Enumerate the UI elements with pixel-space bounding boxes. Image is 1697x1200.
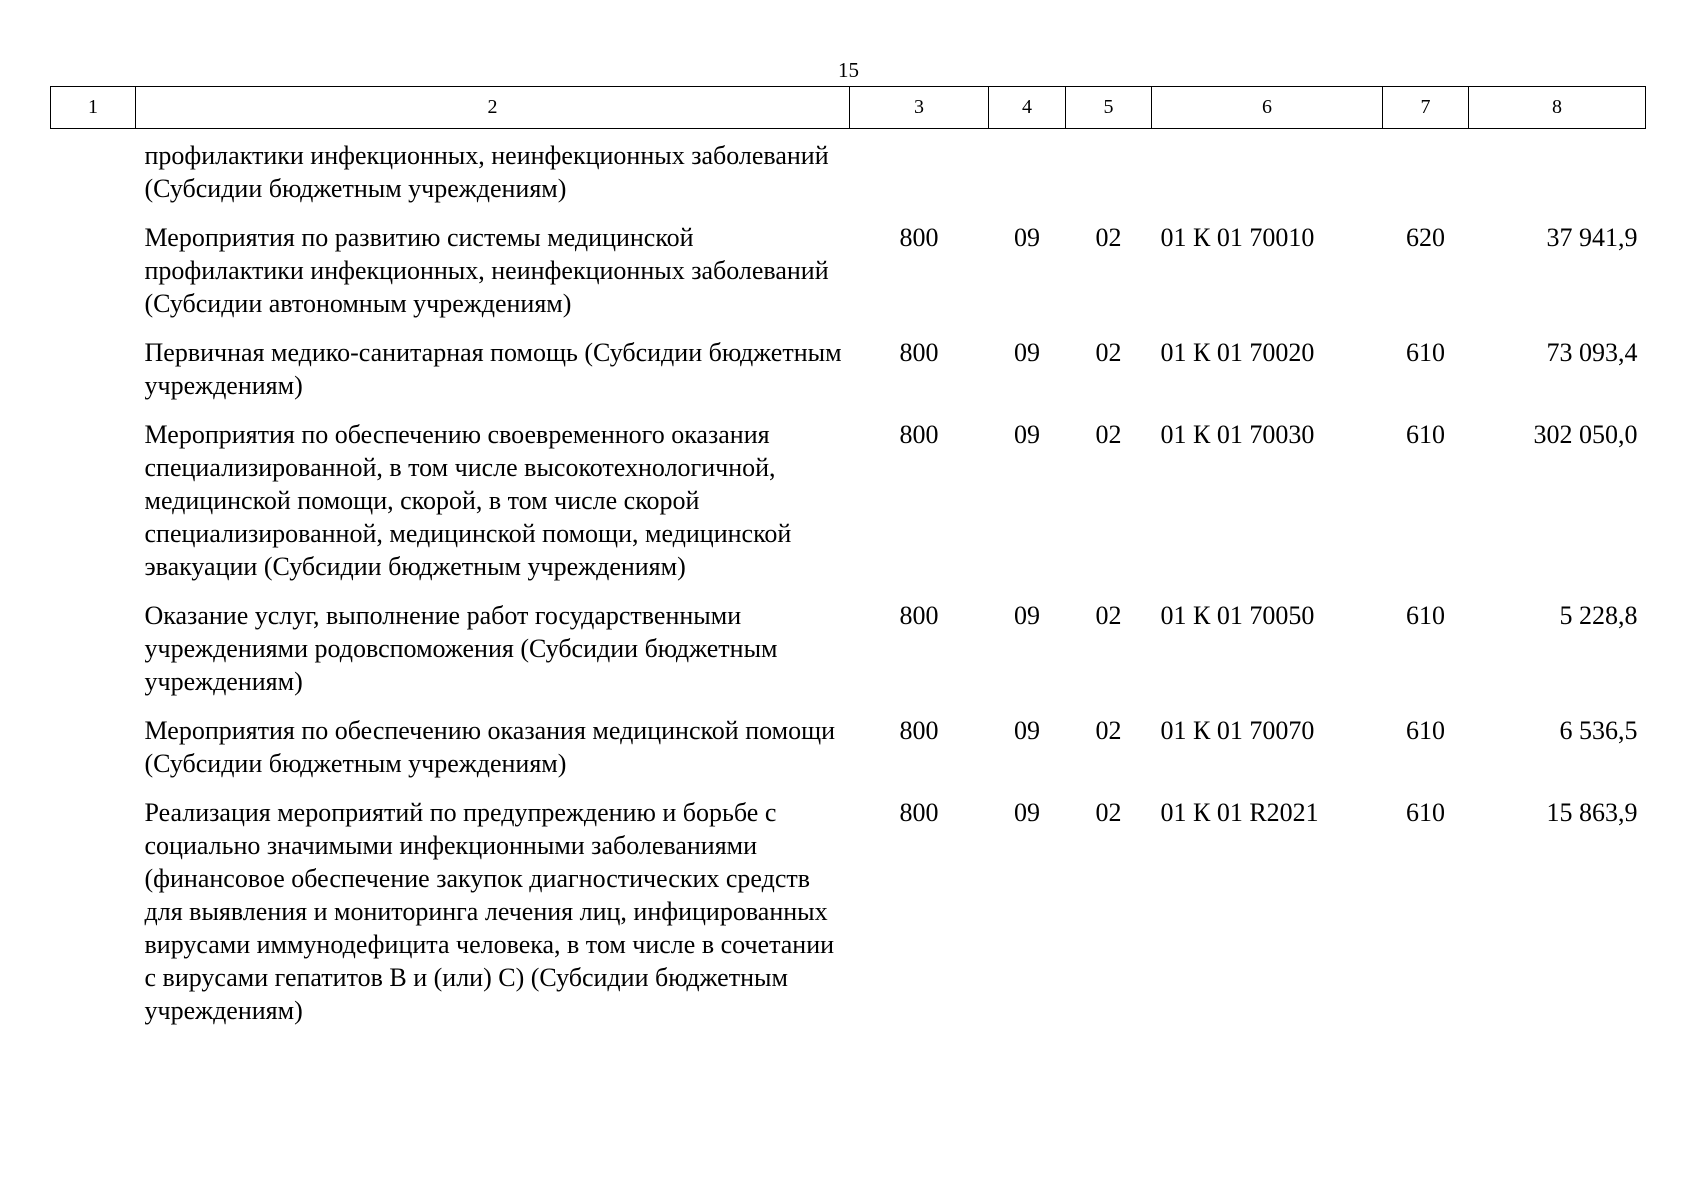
expense-name: Оказание услуг, выполнение работ государственными учреждениями родовспоможения (Субсидии бюджетным учреждениям) <box>144 601 778 696</box>
amount: 73 093,4 <box>1546 338 1638 367</box>
expense-type-code: 610 <box>1406 798 1445 827</box>
amount: 302 050,0 <box>1533 420 1638 449</box>
row-number-cell <box>51 336 136 418</box>
target-article-code: 01 К 01 70030 <box>1160 420 1315 449</box>
header-row <box>51 87 1646 129</box>
section-code: 09 <box>1014 798 1040 827</box>
table-header <box>51 87 1646 129</box>
ministry-code: 800 <box>899 716 939 745</box>
subsection-code: 02 <box>1095 223 1122 252</box>
expense-name: Мероприятия по развитию системы медицинской профилактики инфекционных, неинфекционных заболеваний (Субсидии автономным учреждениям) <box>144 223 829 318</box>
expense-name: профилактики инфекционных, неинфекционных заболеваний (Субсидии бюджетным учреждениям) <box>144 141 829 203</box>
budget-table <box>50 86 1646 1043</box>
section-code <box>989 129 1066 222</box>
expense-type-code <box>1383 129 1469 222</box>
section-code: 09 <box>1014 601 1040 630</box>
expense-name: Реализация мероприятий по предупреждению и борьбе с социально значимыми инфекционными заболеваниями (финансовое обеспечение закупок диагностических средств для выявления и мониторинга лечения лиц, инфицированных вирусами иммунодефицита человека, в том числе в сочетании с вирусами гепатитов B и (или) C) (Субсидии бюджетным учреждениям) <box>144 798 835 1025</box>
expense-name: Мероприятия по обеспечению оказания медицинской помощи (Субсидии бюджетным учреждениям) <box>144 716 836 778</box>
column-header-5: 5 <box>1066 87 1152 129</box>
section-code: 09 <box>1014 223 1040 252</box>
target-article-code: 01 К 01 70070 <box>1160 716 1315 745</box>
subsection-code: 02 <box>1095 716 1122 745</box>
subsection-code: 02 <box>1095 338 1122 367</box>
ministry-code <box>850 129 989 222</box>
table-row <box>51 129 1646 222</box>
column-header-7: 7 <box>1383 87 1469 129</box>
column-header-1: 1 <box>51 87 136 129</box>
amount <box>1469 129 1646 222</box>
table-row <box>51 221 1646 336</box>
target-article-code: 01 К 01 70050 <box>1160 601 1315 630</box>
ministry-code: 800 <box>899 223 939 252</box>
expense-type-code: 610 <box>1406 601 1445 630</box>
amount: 6 536,5 <box>1559 716 1638 745</box>
table-row <box>51 796 1646 1043</box>
row-number-cell <box>51 221 136 336</box>
table-body <box>51 129 1646 1044</box>
column-header-8: 8 <box>1469 87 1646 129</box>
target-article-code: 01 К 01 70010 <box>1160 223 1315 252</box>
row-number-cell <box>51 129 136 222</box>
column-header-4: 4 <box>989 87 1066 129</box>
expense-type-code: 610 <box>1406 716 1445 745</box>
ministry-code: 800 <box>899 798 939 827</box>
target-article-code: 01 К 01 R2021 <box>1160 798 1319 827</box>
expense-type-code: 610 <box>1406 420 1445 449</box>
amount: 37 941,9 <box>1546 223 1638 252</box>
ministry-code: 800 <box>899 338 939 367</box>
table-row <box>51 418 1646 599</box>
page-number: 15 <box>838 58 859 82</box>
expense-name: Первичная медико-санитарная помощь (Субсидии бюджетным учреждениям) <box>144 338 842 400</box>
table-row <box>51 714 1646 796</box>
subsection-code: 02 <box>1095 420 1122 449</box>
target-article-code <box>1152 129 1383 222</box>
section-code: 09 <box>1014 338 1040 367</box>
section-code: 09 <box>1014 716 1040 745</box>
row-number-cell <box>51 599 136 714</box>
ministry-code: 800 <box>899 601 939 630</box>
expense-type-code: 610 <box>1406 338 1445 367</box>
column-header-3: 3 <box>850 87 989 129</box>
row-number-cell <box>51 714 136 796</box>
amount: 15 863,9 <box>1546 798 1638 827</box>
amount: 5 228,8 <box>1559 601 1638 630</box>
column-header-6: 6 <box>1152 87 1383 129</box>
table-row <box>51 336 1646 418</box>
ministry-code: 800 <box>899 420 939 449</box>
subsection-code: 02 <box>1095 798 1122 827</box>
column-header-2: 2 <box>136 87 850 129</box>
row-number-cell <box>51 418 136 599</box>
expense-type-code: 620 <box>1406 223 1445 252</box>
expense-name: Мероприятия по обеспечению своевременного оказания специализированной, в том числе высокотехнологичной, медицинской помощи, скорой, в том числе скорой специализированной, медицинской помощи, медицинской эвакуации (Субсидии бюджетным учреждениям) <box>144 420 792 581</box>
subsection-code <box>1066 129 1152 222</box>
subsection-code: 02 <box>1095 601 1122 630</box>
table-row <box>51 599 1646 714</box>
row-number-cell <box>51 796 136 1043</box>
section-code: 09 <box>1014 420 1040 449</box>
target-article-code: 01 К 01 70020 <box>1160 338 1315 367</box>
